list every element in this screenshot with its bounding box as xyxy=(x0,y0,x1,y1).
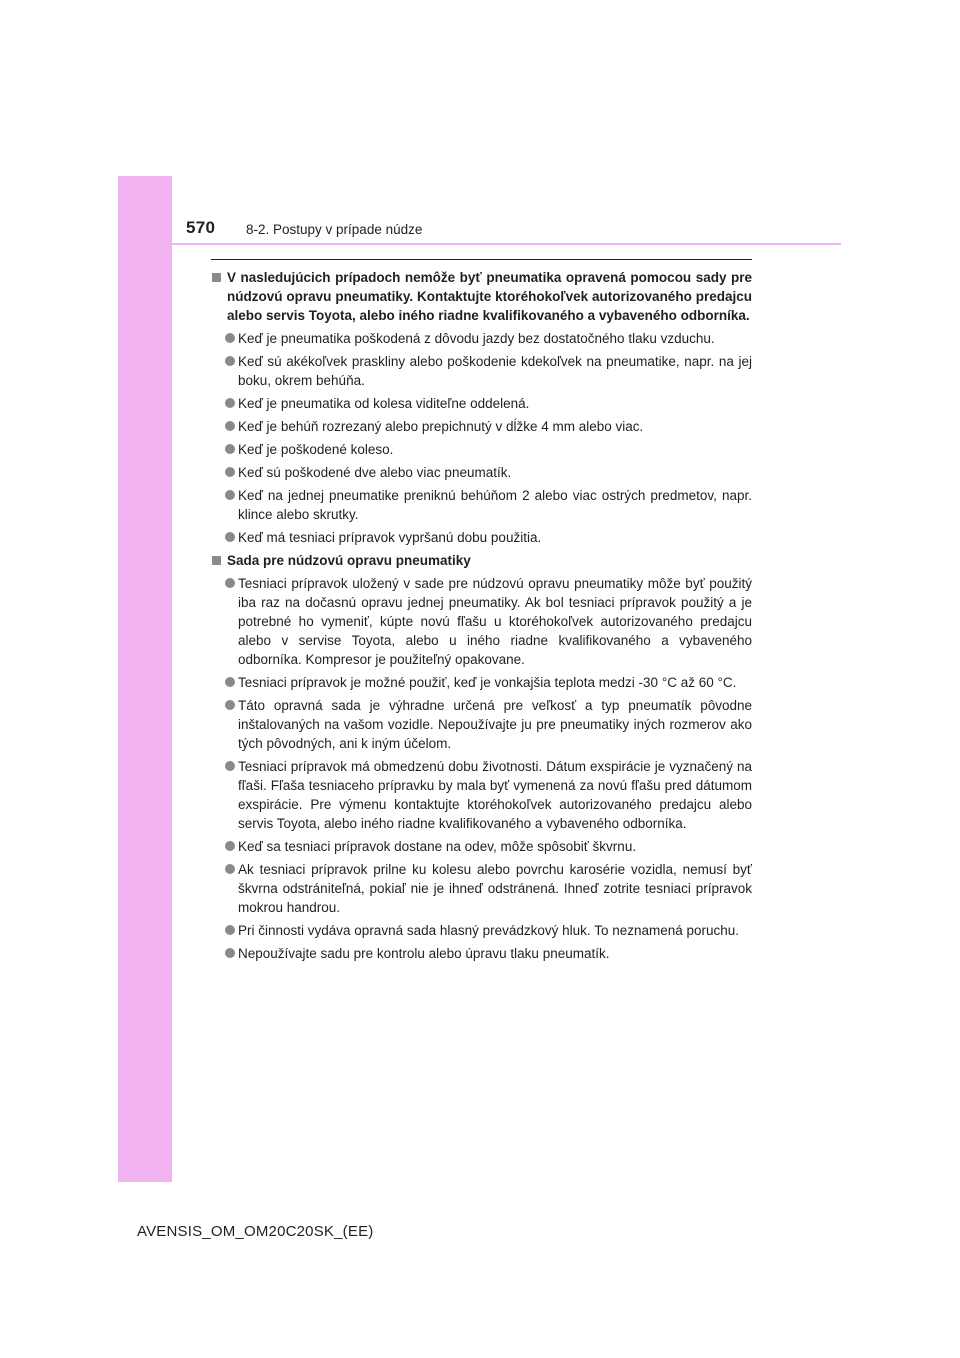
list-item xyxy=(225,417,752,436)
round-bullet-icon xyxy=(225,356,235,366)
section-heading xyxy=(211,268,752,325)
round-bullet-icon xyxy=(225,467,235,477)
list-item-text: Nepoužívajte sadu pre kontrolu alebo úpravu tlaku pneumatík. xyxy=(238,946,610,961)
list-item xyxy=(225,528,752,547)
list-item-text: Tesniaci prípravok je možné použiť, keď je vonkajšia teplota medzi -30 °C až 60 °C. xyxy=(238,675,737,690)
list-item xyxy=(225,486,752,524)
list-item-text: Keď sa tesniaci prípravok dostane na odev, môže spôsobiť škvrnu. xyxy=(238,839,637,854)
round-bullet-icon xyxy=(225,841,235,851)
list-item-text: Pri činnosti vydáva opravná sada hlasný prevádzkový hluk. To neznamená poruchu. xyxy=(238,923,740,938)
round-bullet-icon xyxy=(225,677,235,687)
list-item-text: Tesniaci prípravok má obmedzenú dobu životnosti. Dátum exspirácie je vyznačený na fľaši. Fľaša tesniaceho prípravku by mala byť vymenená za novú fľašu pred dátumom exspirácie. Pre výmenu kontaktujte ktoréhokoľvek autorizovaného predajcu alebo servis Toyota, alebo iného riadne kvalifikovaného a vybaveného odborníka. xyxy=(238,759,752,831)
round-bullet-icon xyxy=(225,761,235,771)
list-item-text: Keď sú akékoľvek praskliny alebo poškodenie kdekoľvek na pneumatike, napr. na jej boku, okrem behúňa. xyxy=(238,354,752,388)
list-item xyxy=(225,921,752,940)
round-bullet-icon xyxy=(225,578,235,588)
square-bullet-icon xyxy=(212,556,221,565)
list-item-text: Keď na jednej pneumatike preniknú behúňom 2 alebo viac ostrých predmetov, napr. klince alebo skrutky. xyxy=(238,488,752,522)
list-item-text: Keď je behúň rozrezaný alebo prepichnutý v dĺžke 4 mm alebo viac. xyxy=(238,419,644,434)
list-item-text: Keď má tesniaci prípravok vypršanú dobu použitia. xyxy=(238,530,542,545)
list-item-text: Keď sú poškodené dve alebo viac pneumatík. xyxy=(238,465,512,480)
section-title: 8-2. Postupy v prípade núdze xyxy=(246,222,423,237)
list-item-text: Táto opravná sada je výhradne určená pre veľkosť a typ pneumatík pôvodne inštalovaných na vašom vozidle. Nepoužívajte ju pre pneumatiky iných rozmerov ako tých pôvodných, ani k iným účelom. xyxy=(238,698,752,751)
list-item xyxy=(225,944,752,963)
section-heading-text: Sada pre núdzovú opravu pneumatiky xyxy=(227,553,471,568)
round-bullet-icon xyxy=(225,925,235,935)
round-bullet-icon xyxy=(225,398,235,408)
section-heading xyxy=(211,551,752,570)
list-item-text: Tesniaci prípravok uložený v sade pre núdzovú opravu pneumatiky môže byť použitý iba raz na dočasnú opravu jednej pneumatiky. Ak bol tesniaci prípravok použitý a je potrebné ho vymeniť, kúpte novú fľašu u ktoréhokoľvek autorizovaného predajcu alebo v servise Toyota, alebo u iného riadne kvalifikovaného a vybaveného odborníka. Kompresor je použiteľný opakovane. xyxy=(238,576,752,667)
list-item xyxy=(225,837,752,856)
round-bullet-icon xyxy=(225,864,235,874)
list-item xyxy=(225,329,752,348)
header-divider xyxy=(172,243,841,245)
list-item-text: Keď je pneumatika poškodená z dôvodu jazdy bez dostatočného tlaku vzduchu. xyxy=(238,331,715,346)
list-item xyxy=(225,673,752,692)
list-item xyxy=(225,440,752,459)
page-content xyxy=(211,268,752,963)
list-item xyxy=(225,860,752,917)
section-heading-text: V nasledujúcich prípadoch nemôže byť pneumatika opravená pomocou sady pre núdzovú opravu pneumatiky. Kontaktujte ktoréhokoľvek autorizovaného predajcu alebo servis Toyota, alebo iného riadne kvalifikovaného a vybaveného odborníka. xyxy=(227,270,752,323)
round-bullet-icon xyxy=(225,444,235,454)
round-bullet-icon xyxy=(225,700,235,710)
list-item xyxy=(225,574,752,669)
page-number: 570 xyxy=(186,218,216,237)
list-item xyxy=(225,394,752,413)
list-item xyxy=(225,352,752,390)
round-bullet-icon xyxy=(225,421,235,431)
content-divider xyxy=(211,259,752,260)
round-bullet-icon xyxy=(225,490,235,500)
round-bullet-icon xyxy=(225,333,235,343)
square-bullet-icon xyxy=(212,273,221,282)
round-bullet-icon xyxy=(225,948,235,958)
list-item xyxy=(225,463,752,482)
list-item-text: Keď je poškodené koleso. xyxy=(238,442,394,457)
list-item xyxy=(225,696,752,753)
list-item xyxy=(225,757,752,833)
list-item-text: Ak tesniaci prípravok prilne ku kolesu alebo povrchu karosérie vozidla, nemusí byť škvrna odstrániteľná, pokiaľ nie je ihneď odstránená. Ihneď zotrite tesniaci prípravok mokrou handrou. xyxy=(238,862,752,915)
list-item-text: Keď je pneumatika od kolesa viditeľne oddelená. xyxy=(238,396,530,411)
round-bullet-icon xyxy=(225,532,235,542)
chapter-side-band xyxy=(118,176,172,1182)
document-code: AVENSIS_OM_OM20C20SK_(EE) xyxy=(137,1223,374,1240)
